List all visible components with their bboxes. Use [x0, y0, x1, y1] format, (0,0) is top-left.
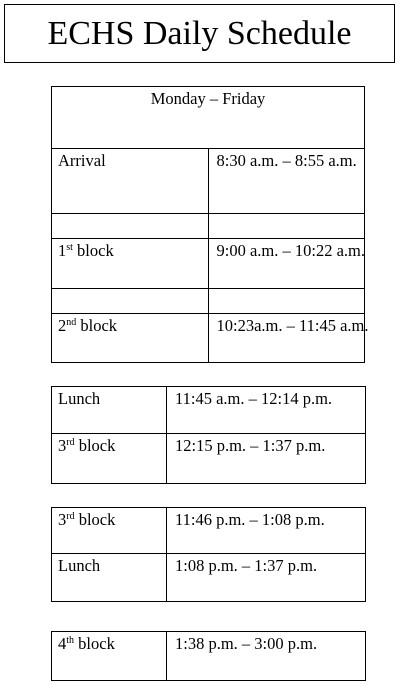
empty-cell [208, 289, 365, 314]
spacer-row [52, 214, 365, 239]
page-title: ECHS Daily Schedule [47, 14, 352, 52]
empty-cell [208, 214, 365, 239]
period-time: 10:23a.m. – 11:45 a.m. [208, 314, 365, 363]
period-label: Lunch [52, 554, 167, 602]
period-time: 1:38 p.m. – 3:00 p.m. [167, 632, 366, 681]
empty-cell [52, 214, 209, 239]
period-time: 8:30 a.m. – 8:55 a.m. [208, 149, 365, 214]
table-row [52, 387, 366, 434]
schedule-table-main [51, 86, 369, 363]
table-row [52, 149, 365, 214]
table-header-row [52, 87, 365, 149]
period-label: Arrival [52, 149, 209, 214]
period-time: 12:15 p.m. – 1:37 p.m. [167, 434, 366, 484]
table-row [52, 314, 365, 363]
title-box [4, 4, 395, 63]
period-time: 9:00 a.m. – 10:22 a.m. [208, 239, 365, 289]
schedule-table-lunch-b [51, 507, 366, 602]
days-header: Monday – Friday [52, 87, 365, 149]
table-row [52, 239, 365, 289]
table-row [52, 508, 366, 554]
table-row [52, 434, 366, 484]
schedule-table-lunch-a [51, 386, 366, 484]
period-label: 4th block [52, 632, 167, 681]
empty-cell [52, 289, 209, 314]
table-row [52, 554, 366, 602]
period-label: 1st block [52, 239, 209, 289]
period-time: 1:08 p.m. – 1:37 p.m. [167, 554, 366, 602]
schedule-table-final [51, 631, 366, 681]
period-time: 11:46 p.m. – 1:08 p.m. [167, 508, 366, 554]
period-time: 11:45 a.m. – 12:14 p.m. [167, 387, 366, 434]
period-label: Lunch [52, 387, 167, 434]
period-label: 2nd block [52, 314, 209, 363]
period-label: 3rd block [52, 434, 167, 484]
table-row [52, 632, 366, 681]
period-label: 3rd block [52, 508, 167, 554]
spacer-row [52, 289, 365, 314]
